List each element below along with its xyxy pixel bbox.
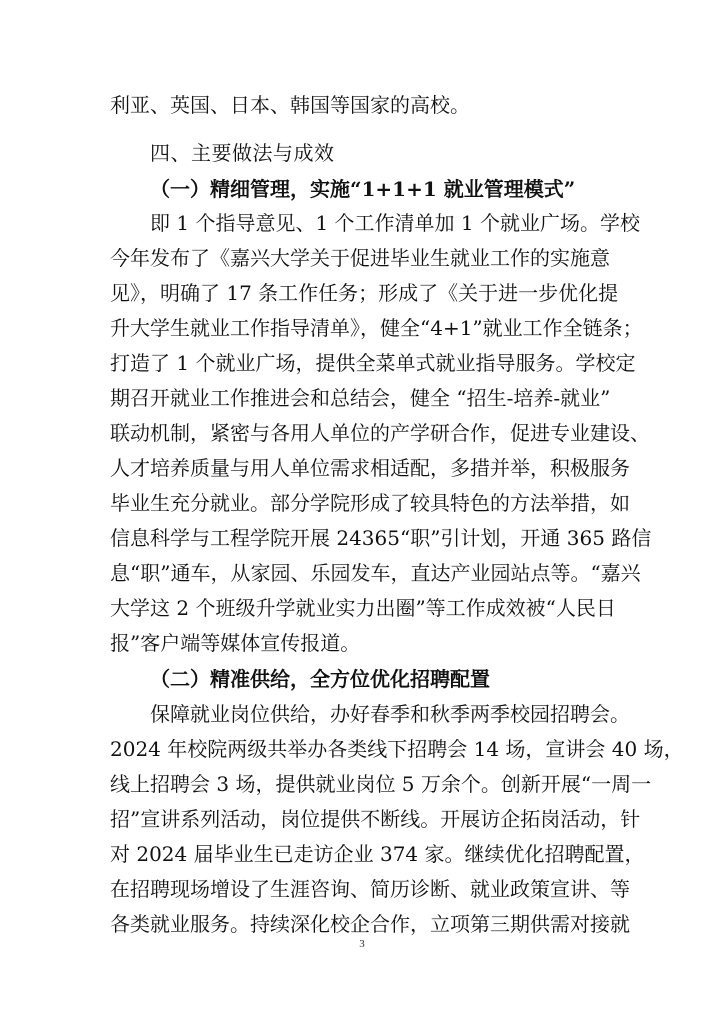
page-number: 3 <box>359 938 365 950</box>
paragraph-line: 各类就业服务。持续深化校企合作，立项第三期供需对接就 <box>110 912 630 936</box>
paragraph-line: 2024 年校院两级共举办各类线下招聘会 14 场，宣讲会 40 场， <box>110 737 684 761</box>
paragraph-line: 在招聘现场增设了生涯咨询、简历诊断、就业政策宣讲、等 <box>110 877 630 901</box>
paragraph-line: 大学这 2 个班级升学就业实力出圈”等工作成效被“人民日 <box>110 596 616 620</box>
paragraph-line: 期召开就业工作推进会和总结会，健全 “招生-培养-就业” <box>110 386 611 410</box>
paragraph-line: 线上招聘会 3 场，提供就业岗位 5 万余个。创新开展“一周一 <box>110 772 652 796</box>
paragraph-line: 升大学生就业工作指导清单》，健全“4+1”就业工作全链条； <box>110 316 643 340</box>
paragraph-line: 信息科学与工程学院开展 24365“职”引计划，开通 365 路信 <box>110 526 652 550</box>
paragraph-line: 招”宣讲系列活动，岗位提供不断线。开展访企拓岗活动，针 <box>110 807 641 831</box>
paragraph-line: 人才培养质量与用人单位需求相适配，多措并举，积极服务 <box>110 456 630 480</box>
section-heading: 四、主要做法与成效 <box>150 141 335 165</box>
paragraph-line: 打造了 1 个就业广场，提供全菜单式就业指导服务。学校定 <box>110 351 636 375</box>
paragraph-line: 即 1 个指导意见、1 个工作清单加 1 个就业广场。学校 <box>150 211 640 235</box>
paragraph-line: 今年发布了《嘉兴大学关于促进毕业生就业工作的实施意 <box>110 246 610 270</box>
paragraph-line: 利亚、英国、日本、韩国等国家的高校。 <box>110 93 470 117</box>
paragraph-line: 毕业生充分就业。部分学院形成了较具特色的方法举措，如 <box>110 491 630 515</box>
paragraph-line: 报”客户端等媒体宣传报道。 <box>110 631 361 655</box>
paragraph-line: 保障就业岗位供给，办好春季和秋季两季校园招聘会。 <box>150 702 630 726</box>
paragraph-line: 见》，明确了 17 条工作任务；形成了《关于进一步优化提 <box>110 281 619 305</box>
paragraph-line: 息“职”通车，从家园、乐园发车，直达产业园站点等。“嘉兴 <box>110 561 641 585</box>
subsection-heading-1: （一）精细管理，实施“1+1+1 就业管理模式” <box>150 177 576 201</box>
subsection-heading-2: （二）精准供给，全方位优化招聘配置 <box>150 667 490 691</box>
paragraph-line: 对 2024 届毕业生已走访企业 374 家。继续优化招聘配置， <box>110 842 645 866</box>
paragraph-line: 联动机制，紧密与各用人单位的产学研合作，促进专业建设、 <box>110 421 650 445</box>
